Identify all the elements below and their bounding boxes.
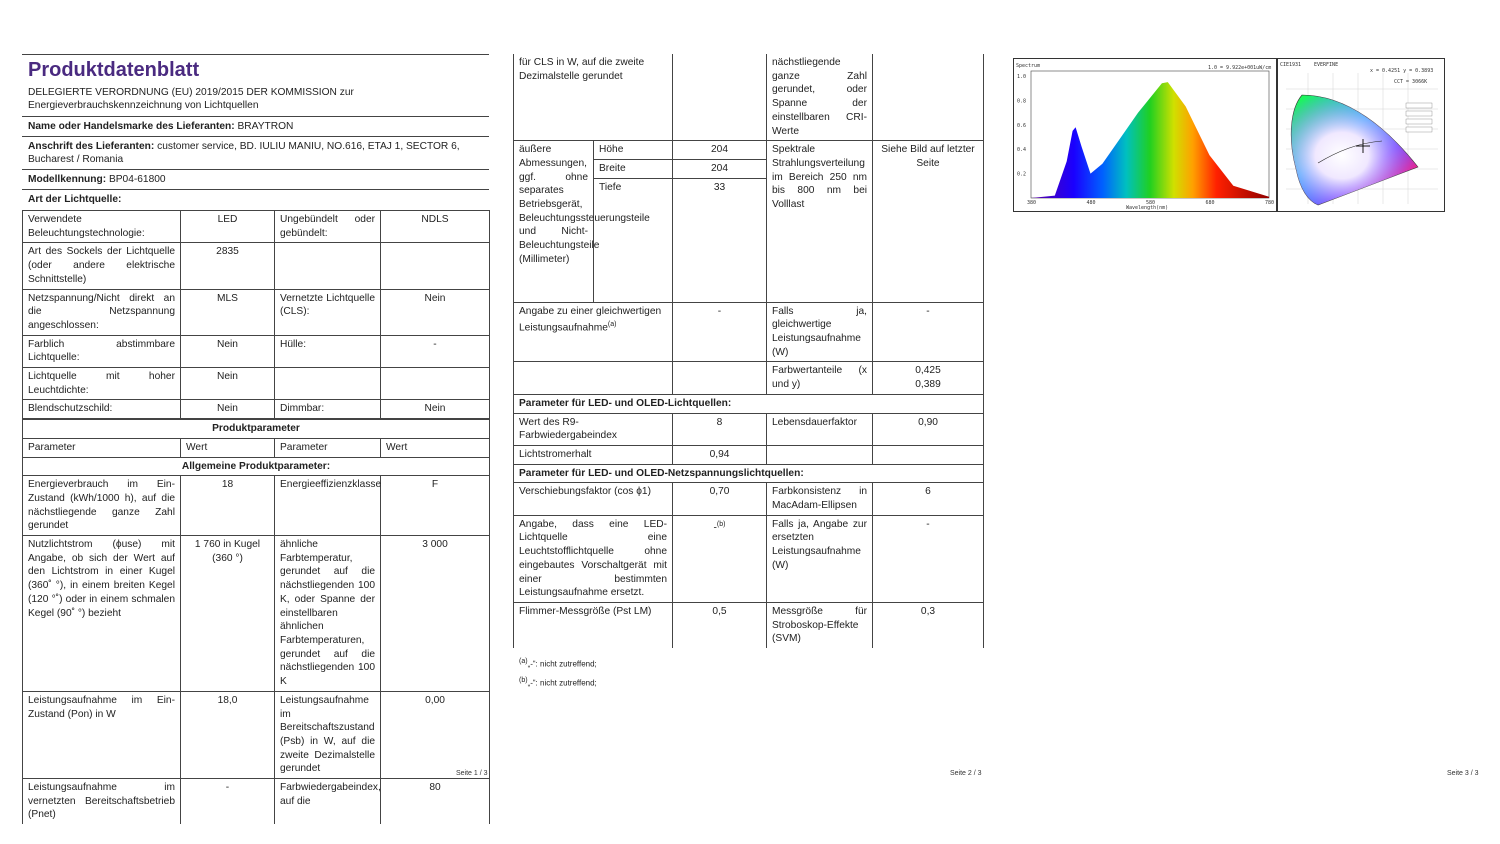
col-value-header: Wert [381,438,490,457]
replaced-power-value: - [873,515,984,602]
param-label: Leistungsaufnahme im Ein-Zustand (Pon) in W [23,691,181,778]
cie-diagram [1277,58,1445,212]
dim-height-label: Höhe [594,141,673,160]
supplier-label: Name oder Handelsmarke des Lieferanten: [28,121,235,132]
chroma-y: 0,389 [915,379,941,391]
page-number: Seite 2 / 3 [950,770,982,777]
dim-width-value: 204 [673,159,767,178]
param-value [381,243,490,289]
col-value-header: Wert [181,438,275,457]
stroboscopic-label: Messgröße für Stroboskop-Effekte (SVM) [767,602,873,648]
spectral-label: Spektrale Strahlungsverteilung im Bereich 250 nm bis 800 nm bei Volllast [767,141,873,302]
table-row [23,368,490,400]
dim-width-label: Breite [594,159,673,178]
col-param-header: Parameter [23,438,181,457]
param-label: Blendschutzschild: [23,400,181,419]
replacement-label: Angabe, dass eine LED-Lichtquelle eine Leuchtstofflichtquelle ohne eingebautes Vorschaltgerät mit einer bestimmten Leistungsaufnahme ersetzt. [514,515,673,602]
param-label: Dimmbar: [275,400,381,419]
param-label: Farblich abstimmbare Lichtquelle: [23,335,181,367]
empty-cell [873,445,984,464]
empty-cell [767,445,873,464]
empty-cell [673,362,767,394]
address-value: customer service, BD. IULIU MANIU, NO.616, ETAJ 1, SECTOR 6, Bucharest / Romania [28,141,460,165]
flicker-value: 0,5 [673,602,767,648]
page-title: Produktdatenblatt [22,54,489,86]
footnote-b-ref: (b) [716,520,726,528]
x-tick-label: 380 [1027,200,1037,206]
spectrum-info: 1.0 = 9.922e+001uW/cm [1208,65,1272,71]
cie-cct: CCT = 3066K [1394,79,1428,85]
param-value: LED [181,211,275,243]
led-params-heading: Parameter für LED- und OLED-Lichtquellen: [514,394,984,413]
cri-value [873,54,984,141]
equiv-label-text: Angabe zu einer gleichwertigen Leistungsaufnahme [519,305,662,334]
param-value: Nein [181,335,275,367]
table-row [23,211,490,243]
param-label: Verwendete Beleuchtungstechnologie: [23,211,181,243]
parameter-table [22,419,490,824]
param-label [275,243,381,289]
color-consistency-value: 6 [873,483,984,515]
param-value: NDLS [381,211,490,243]
param-label: Farbwiedergabeindex, auf die [275,779,381,825]
dimensions-label: äußere Abmessungen, ggf. ohne separates Betriebsgerät, Beleuchtungssteuerungsteile und Nicht-Beleuchtungsteile (Millimeter) [514,141,594,302]
param-label: Vernetzte Lichtquelle (CLS): [275,289,381,335]
x-tick-label: 780 [1265,200,1275,206]
model-label: Modellkennung: [28,174,107,185]
general-params-heading: Allgemeine Produktparameter: [23,457,490,476]
y-tick-label: 0.4 [1017,147,1027,154]
empty-cell [514,362,673,394]
r9-value: 8 [673,413,767,445]
lumen-maint-value: 0,94 [673,445,767,464]
table-row [23,289,490,335]
chromaticity-value [873,362,984,394]
table-row [23,476,490,536]
param-value [381,368,490,400]
param-label: Leistungsaufnahme im Bereitschaftszustand (Psb) in W, auf die zweite Dezimalstelle gerundet [275,691,381,778]
table-row [23,536,490,692]
param-value: 3 000 [381,536,490,692]
table-row [23,335,490,367]
chromaticity-label: Farbwertanteile (x und y) [767,362,873,394]
replaced-power-label: Falls ja, Angabe zur ersetzten Leistungsaufnahme (W) [767,515,873,602]
chroma-x: 0,425 [915,365,941,377]
footnote-b-mark: (b) [519,676,528,684]
address-label: Anschrift des Lieferanten: [28,141,155,152]
x-tick-label: 680 [1205,200,1215,206]
table-row [23,400,490,419]
param-value: 2835 [181,243,275,289]
cie-title: CIE1931 [1280,62,1302,68]
param-value: 80 [381,779,490,825]
page-number: Seite 1 / 3 [456,770,488,777]
param-value: 18 [181,476,275,536]
spectrum-svg [1014,59,1276,211]
spectral-value: Siehe Bild auf letzter Seite [873,141,984,302]
dim-depth-label: Tiefe [594,178,673,302]
address-row [22,137,489,170]
param-value: - [381,335,490,367]
param-value: Nein [381,289,490,335]
param-value: Nein [181,400,275,419]
table-row [23,691,490,778]
spectrum-curve [1031,82,1269,198]
equiv-value: - [673,302,767,362]
stroboscopic-value: 0,3 [873,602,984,648]
param-label: Energieeffizienzklasse [275,476,381,536]
product-params-heading: Produktparameter [23,420,490,439]
x-tick-label: 480 [1086,200,1096,206]
param-value: 0,00 [381,691,490,778]
y-tick-label: 0.2 [1017,171,1027,178]
cls-power-value [673,54,767,141]
page2-table [513,54,984,648]
footnote-b-text: „-“: nicht zutreffend; [527,678,597,688]
param-value: Nein [181,368,275,400]
regulation-text: DELEGIERTE VERORDNUNG (EU) 2019/2015 DER KOMMISSION zur Energieverbrauchskennzeichnung von Lichtquellen [22,86,489,117]
cie-white-region [1291,95,1418,205]
cie-brand: EVERFINE [1314,62,1339,68]
model-value: BP04-61800 [108,174,166,185]
r9-label: Wert des R9-Farbwiedergabeindex [514,413,673,445]
color-consistency-label: Farbkonsistenz in MacAdam-Ellipsen [767,483,873,515]
footnote-a-mark: (a) [519,658,528,666]
light-type-table [22,210,490,419]
param-label [275,368,381,400]
footnote-a [513,654,983,673]
cri-label: nächstliegende ganze Zahl gerundet, oder Spanne der einstellbaren CRI-Werte [767,54,873,141]
param-value: 18,0 [181,691,275,778]
param-value: Nein [381,400,490,419]
table-row [23,779,490,825]
table-row [23,243,490,289]
equiv-power-w-value: - [873,302,984,362]
life-factor-value: 0,90 [873,413,984,445]
cie-legend [1406,103,1432,132]
x-tick-label: 580 [1146,200,1156,206]
footnote-a-text: „-“: nicht zutreffend; [527,659,597,669]
param-label: Energieverbrauch im Ein-Zustand (kWh/1000 h), auf die nächstliegende ganze Zahl gerundet [23,476,181,536]
spectrum-title: Spectrum [1016,63,1041,69]
replacement-dash: - [713,522,717,534]
param-label: Ungebündelt oder gebündelt: [275,211,381,243]
y-tick-label: 1.0 [1017,74,1027,80]
param-value: MLS [181,289,275,335]
replacement-value [673,515,767,602]
equiv-power-w-label: Falls ja, gleichwertige Leistungsaufnahme (W) [767,302,873,362]
y-tick-label: 0.8 [1017,98,1027,105]
lumen-maint-label: Lichtstromerhalt [514,445,673,464]
param-label: Hülle: [275,335,381,367]
dim-depth-value: 33 [673,178,767,302]
y-tick-label: 0.6 [1017,122,1027,129]
supplier-row [22,117,489,137]
param-value: - [181,779,275,825]
equiv-power-label [514,302,673,362]
footnote-b [513,673,983,692]
cls-power-label: für CLS in W, auf die zweite Dezimalstelle gerundet [514,54,673,141]
param-label: Leistungsaufnahme im vernetzten Bereitschaftsbetrieb (Pnet) [23,779,181,825]
spectrum-xlabel: Wavelength(nm) [1126,205,1169,211]
shift-factor-value: 0,70 [673,483,767,515]
mains-params-heading: Parameter für LED- und OLED-Netzspannungslichtquellen: [514,464,984,483]
life-factor-label: Lebensdauerfaktor [767,413,873,445]
param-label: Netzspannung/Nicht direkt an die Netzspannung angeschlossen: [23,289,181,335]
flicker-label: Flimmer-Messgröße (Pst LM) [514,602,673,648]
datasheet-page-1 [22,54,489,824]
param-label: Art des Sockels der Lichtquelle (oder andere elektrische Schnittstelle) [23,243,181,289]
param-label: ähnliche Farbtemperatur, gerundet auf die nächstliegenden 100 K, oder Spanne der einstellbaren ähnlichen Farbtemperaturen, gerundet auf die nächstliegenden 100 K [275,536,381,692]
footnote-a-ref: (a) [607,321,617,329]
cie-coordinates: x = 0.4251 y = 0.3893 [1370,68,1434,74]
datasheet-page-2 [513,54,983,691]
param-value: 1 760 in Kugel (360 °) [181,536,275,692]
dim-height-value: 204 [673,141,767,160]
param-label: Nutzlichtstrom (ϕuse) mit Angabe, ob sich der Wert auf den Lichtstrom in einer Kugel (360˚ °), in einem breiten Kegel (120 °˚) oder in einem schmalen Kegel (90˚ °) bezieht [23,536,181,692]
spectrum-chart [1013,58,1277,212]
param-label: Lichtquelle mit hoher Leuchtdichte: [23,368,181,400]
col-param-header: Parameter [275,438,381,457]
cie-svg [1278,59,1444,211]
param-value: F [381,476,490,536]
supplier-value: BRAYTRON [237,121,294,132]
shift-factor-label: Verschiebungsfaktor (cos ϕ1) [514,483,673,515]
spectrum-y-axis [1017,74,1026,178]
page-number: Seite 3 / 3 [1447,770,1479,777]
light-type-heading: Art der Lichtquelle: [28,194,122,205]
model-row [22,170,489,190]
